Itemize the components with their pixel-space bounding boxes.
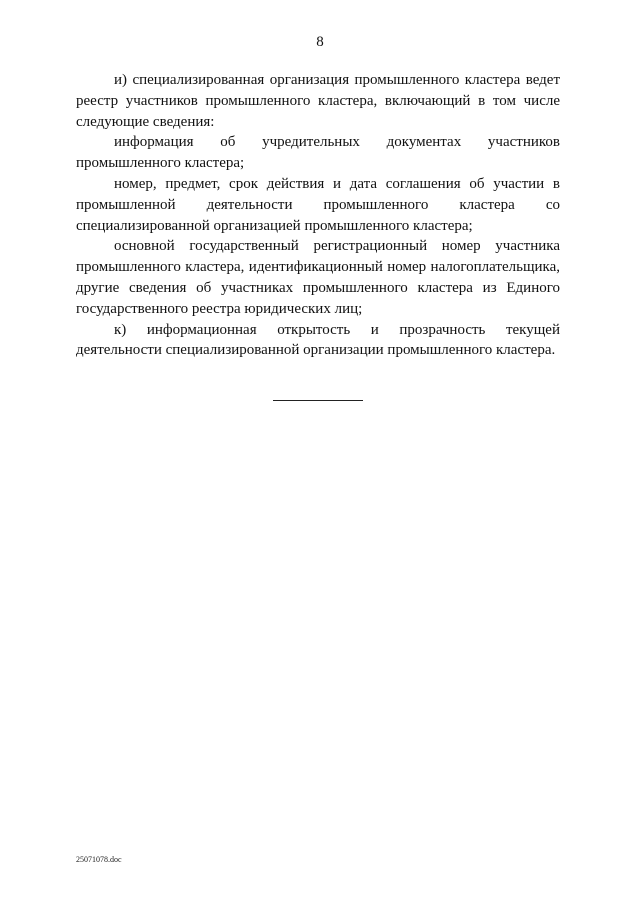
paragraph-item-i: и) специализированная организация промышленного кластера ведет реестр участников промышленного кластера, включающий в том числе следующие сведения: (76, 72, 560, 130)
document-body (76, 70, 560, 361)
page-number: 8 (316, 34, 324, 50)
end-divider (273, 400, 363, 401)
footer-doc-code: 25071078.doc (76, 855, 122, 864)
paragraph-founding-documents: информация об учредительных документах участников промышленного кластера; (76, 134, 560, 172)
paragraph-agreement-details: номер, предмет, срок действия и дата соглашения об участии в промышленной деятельности промышленного кластера со специализированной организацией промышленного кластера; (76, 175, 560, 234)
paragraph-registration-numbers: основной государственный регистрационный номер участника промышленного кластера, идентификационный номер налогоплательщика, другие сведения об участниках промышленного кластера из Единого государственного реестра юридических лиц; (76, 238, 560, 317)
paragraph-item-k: к) информационная открытость и прозрачность текущей деятельности специализированной организации промышленного кластера. (76, 321, 560, 359)
